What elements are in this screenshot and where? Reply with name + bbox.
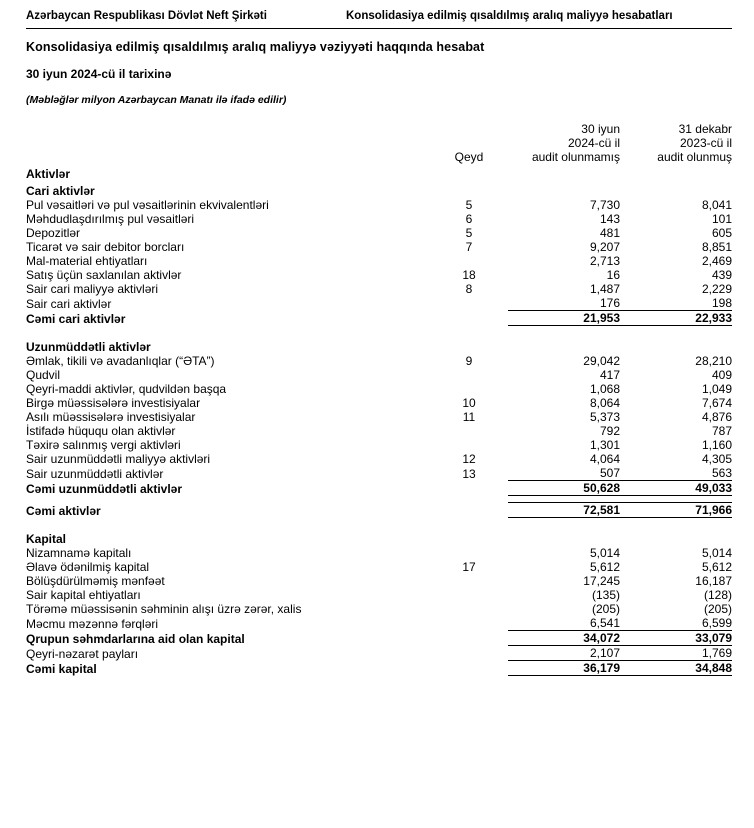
row-value-current: 72,581 [508, 503, 620, 518]
row-note: 11 [462, 410, 476, 424]
row-value-prior: 4,305 [701, 452, 732, 466]
row-value-current [508, 164, 620, 181]
row-note [430, 646, 508, 661]
row-label: Nizamnamə kapitalı [26, 546, 132, 560]
row-note [430, 164, 508, 181]
row-note [430, 311, 508, 326]
row-value-prior [620, 337, 732, 354]
row-value-current [508, 181, 620, 198]
table-row [26, 529, 732, 546]
row-note [430, 529, 508, 546]
row-value-prior: 605 [711, 226, 732, 240]
row-label: Qeyri-maddi aktivlər, qudvildən başqa [26, 382, 227, 396]
table-row [26, 496, 732, 503]
table-row [26, 212, 732, 226]
row-value-current: 34,072 [508, 631, 620, 646]
row-note [430, 661, 508, 676]
row-label: Bölüşdürülməmiş mənfəət [26, 574, 165, 588]
table-row [26, 254, 732, 268]
table-row [26, 326, 732, 338]
row-value-prior: 1,160 [701, 438, 732, 452]
row-value-current: 143 [599, 212, 620, 226]
row-value-current: 17,245 [583, 574, 620, 588]
row-label: Satış üçün saxlanılan aktivlər [26, 268, 182, 282]
row-note [430, 337, 508, 354]
row-value-current [508, 496, 620, 503]
table-row [26, 588, 732, 602]
header-col2-line3: audit olunmuş [657, 150, 732, 164]
row-value-current: 176 [599, 296, 620, 310]
row-label: Qrupun səhmdarlarına aid olan kapital [26, 631, 245, 646]
row-value-prior [620, 181, 732, 198]
header-col1 [508, 122, 620, 164]
row-value-prior [620, 496, 732, 503]
row-value-prior [620, 529, 732, 546]
statement-date: 30 iyun 2024-cü il tarixinə [26, 67, 172, 81]
row-note [430, 254, 508, 268]
row-label: Depozitlər [26, 226, 81, 240]
row-label: Sair cari aktivlər [26, 296, 112, 311]
row-value-current: 417 [599, 368, 620, 382]
row-value-current [508, 518, 620, 530]
row-label: Sair cari maliyyə aktivləri [26, 282, 159, 296]
company-name: Azərbaycan Respublikası Dövlət Neft Şirkəti [26, 10, 267, 22]
table-row [26, 164, 732, 181]
table-row [26, 438, 732, 452]
row-note: 8 [465, 282, 473, 296]
table-row [26, 602, 732, 616]
row-label: Kapital [26, 532, 67, 546]
row-value-current: 4,064 [589, 452, 620, 466]
row-label: Qudvil [26, 368, 61, 382]
row-value-prior: 1,769 [701, 646, 732, 660]
row-label: Birgə müəssisələrə investisiyalar [26, 396, 201, 410]
row-value-current: (205) [591, 602, 620, 616]
header-col2-line2: 2023-cü il [679, 136, 732, 150]
row-value-current: 5,014 [589, 546, 620, 560]
row-value-current: 792 [599, 424, 620, 438]
table-row [26, 282, 732, 296]
row-value-prior: 28,210 [695, 354, 732, 368]
row-note [430, 588, 508, 602]
title-block [26, 40, 732, 106]
row-note [430, 382, 508, 396]
row-label [26, 496, 430, 503]
header-col1-line1: 30 iyun [581, 122, 620, 136]
row-note: 12 [462, 452, 476, 466]
row-value-prior: 6,599 [701, 616, 732, 630]
row-label: Uzunmüddətli aktivlər [26, 340, 151, 354]
row-note: 10 [462, 396, 476, 410]
row-value-current: 29,042 [583, 354, 620, 368]
row-label: Sair kapital ehtiyatları [26, 588, 141, 602]
row-label: İstifadə hüququ olan aktivlər [26, 424, 176, 438]
row-note [430, 631, 508, 646]
table-header-row [26, 122, 732, 164]
row-value-prior: 2,229 [701, 282, 732, 296]
table-row [26, 616, 732, 631]
row-label: Cəmi kapital [26, 661, 97, 676]
table-row [26, 198, 732, 212]
row-note [430, 616, 508, 631]
row-value-prior: 7,674 [701, 396, 732, 410]
table-row [26, 481, 732, 496]
row-value-prior: 8,851 [701, 240, 732, 254]
row-label: Cəmi aktivlər [26, 503, 101, 518]
row-note: 17 [462, 560, 476, 574]
row-note [430, 181, 508, 198]
row-value-current: 507 [599, 466, 620, 480]
table-row [26, 382, 732, 396]
row-note: 5 [465, 198, 473, 212]
row-value-prior: 5,014 [701, 546, 732, 560]
row-value-current: 5,612 [589, 560, 620, 574]
table-row [26, 354, 732, 368]
row-value-current: 50,628 [508, 481, 620, 496]
table-row [26, 424, 732, 438]
row-label: Asılı müəssisələrə investisiyalar [26, 410, 196, 424]
header-col2-line1: 31 dekabr [678, 122, 732, 136]
row-label: Əlavə ödənilmiş kapital [26, 560, 150, 574]
table-row [26, 410, 732, 424]
table-row [26, 560, 732, 574]
table-row [26, 646, 732, 661]
row-value-prior: 101 [711, 212, 732, 226]
row-note: 13 [462, 466, 476, 481]
row-label: Təxirə salınmış vergi aktivləri [26, 438, 181, 452]
row-value-prior: 71,966 [620, 503, 732, 518]
row-value-prior: 33,079 [620, 631, 732, 646]
row-note: 9 [465, 354, 473, 368]
row-value-prior: 22,933 [620, 311, 732, 326]
row-note: 6 [465, 212, 473, 226]
table-row [26, 631, 732, 646]
row-value-prior: 439 [711, 268, 732, 282]
row-note: 7 [465, 240, 473, 254]
row-value-current: 1,068 [589, 382, 620, 396]
row-value-prior [620, 326, 732, 338]
row-value-current [508, 529, 620, 546]
row-value-current: 36,179 [508, 661, 620, 676]
row-label: Məcmu məzənnə fərqləri [26, 616, 159, 631]
row-value-current: 2,713 [589, 254, 620, 268]
row-value-current: 1,301 [589, 438, 620, 452]
row-label: Məhdudlaşdırılmış pul vəsaitləri [26, 212, 195, 226]
document-header [26, 10, 732, 29]
row-note [430, 574, 508, 588]
row-value-current: 481 [599, 226, 620, 240]
table-row [26, 396, 732, 410]
row-value-prior: 563 [711, 466, 732, 480]
row-value-prior: 409 [711, 368, 732, 382]
row-value-current: 1,487 [589, 282, 620, 296]
row-label: Sair uzunmüddətli aktivlər [26, 466, 164, 481]
row-note [430, 518, 508, 530]
row-note [430, 602, 508, 616]
row-note: 5 [465, 226, 473, 240]
row-value-current: 6,541 [589, 616, 620, 630]
statement-title: Konsolidasiya edilmiş qısaldılmış aralıq maliyyə vəziyyəti haqqında hesabat [26, 40, 485, 54]
table-row [26, 268, 732, 282]
table-row [26, 226, 732, 240]
row-note [430, 496, 508, 503]
table-row [26, 311, 732, 326]
table-row [26, 337, 732, 354]
row-label [26, 518, 430, 530]
table-row [26, 240, 732, 254]
row-value-prior [620, 518, 732, 530]
row-note [430, 424, 508, 438]
header-col1-line2: 2024-cü il [567, 136, 620, 150]
row-note: 18 [462, 268, 476, 282]
row-value-prior [620, 164, 732, 181]
row-value-current: 9,207 [589, 240, 620, 254]
row-value-current: 16 [606, 268, 620, 282]
row-label: Pul vəsaitləri və pul vəsaitlərinin ekvivalentləri [26, 198, 269, 212]
row-value-prior: 5,612 [701, 560, 732, 574]
row-label: Cəmi cari aktivlər [26, 311, 126, 326]
row-value-prior: 1,049 [701, 382, 732, 396]
row-value-prior: 198 [711, 296, 732, 310]
row-note [430, 481, 508, 496]
row-value-prior: 34,848 [620, 661, 732, 676]
units-note: (Məbləğlər milyon Azərbaycan Manatı ilə ifadə edilir) [26, 94, 287, 106]
row-value-prior: 2,469 [701, 254, 732, 268]
row-note [430, 326, 508, 338]
row-note [430, 438, 508, 452]
table-row [26, 466, 732, 481]
row-note [430, 296, 508, 311]
row-label: Sair uzunmüddətli maliyyə aktivləri [26, 452, 211, 466]
table-row [26, 368, 732, 382]
table-row [26, 661, 732, 676]
row-note [430, 503, 508, 518]
row-value-current [508, 326, 620, 338]
row-value-current: 2,107 [589, 646, 620, 660]
header-note: Qeyd [454, 150, 484, 164]
row-label: Cəmi uzunmüddətli aktivlər [26, 481, 183, 496]
table-row [26, 503, 732, 518]
header-col1-line3: audit olunmamış [531, 150, 620, 164]
row-value-prior: 4,876 [701, 410, 732, 424]
row-label: Törəmə müəssisənin səhminin alışı üzrə zərər, xalis [26, 602, 302, 616]
row-value-prior: 16,187 [695, 574, 732, 588]
table-row [26, 546, 732, 560]
table-row [26, 181, 732, 198]
row-value-prior: (205) [703, 602, 732, 616]
row-value-current: 5,373 [589, 410, 620, 424]
row-label: Əmlak, tikili və avadanlıqlar (“ƏTA”) [26, 354, 215, 368]
row-note [430, 368, 508, 382]
row-value-prior: 49,033 [620, 481, 732, 496]
row-value-current [508, 337, 620, 354]
row-note [430, 546, 508, 560]
table-row [26, 518, 732, 530]
row-value-current: 21,953 [508, 311, 620, 326]
table-row [26, 574, 732, 588]
row-label: Ticarət və sair debitor borcları [26, 240, 185, 254]
row-label: Cari aktivlər [26, 184, 95, 198]
row-value-current: 7,730 [589, 198, 620, 212]
header-col2 [620, 122, 732, 164]
row-label [26, 326, 430, 338]
row-label: Mal-material ehtiyatları [26, 254, 148, 268]
row-value-prior: (128) [703, 588, 732, 602]
row-value-prior: 787 [711, 424, 732, 438]
financial-table [26, 122, 732, 676]
row-label: Aktivlər [26, 167, 71, 181]
header-blank [26, 122, 430, 164]
row-value-current: (135) [591, 588, 620, 602]
row-label: Qeyri-nəzarət payları [26, 646, 139, 661]
document-type: Konsolidasiya edilmiş qısaldılmış aralıq maliyyə hesabatları [346, 10, 673, 22]
table-row [26, 452, 732, 466]
table-row [26, 296, 732, 311]
row-value-prior: 8,041 [701, 198, 732, 212]
row-value-current: 8,064 [589, 396, 620, 410]
